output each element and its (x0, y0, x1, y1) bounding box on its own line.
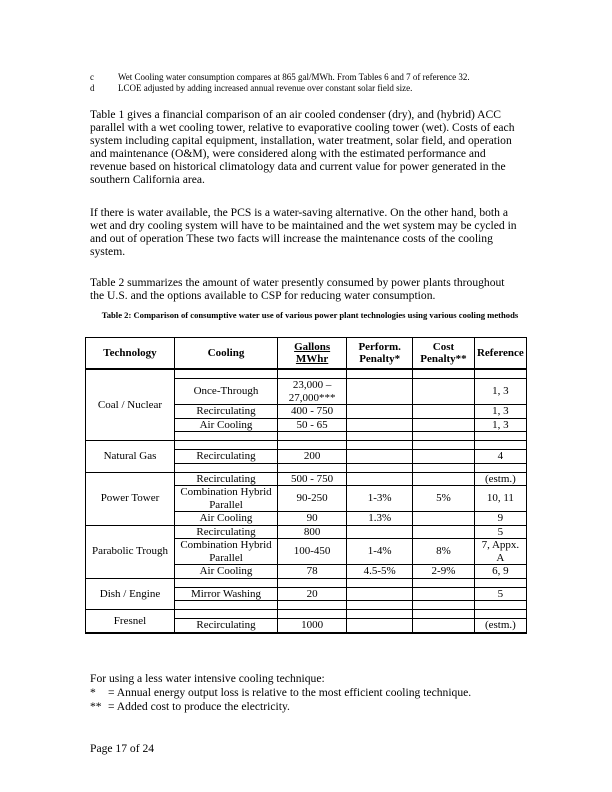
cell-gallons: 500 - 750 (278, 472, 347, 486)
cell-perform: 1-4% (347, 539, 413, 565)
footnotes (90, 72, 470, 94)
table-header-row (86, 338, 527, 370)
cell-cooling: Combination Hybrid Parallel (175, 486, 278, 512)
cell-cooling: Air Cooling (175, 512, 278, 526)
cell-cooling: Combination Hybrid Parallel (175, 539, 278, 565)
cell-perform: 4.5-5% (347, 565, 413, 579)
footnote (90, 72, 470, 83)
cell-gallons: 90 (278, 512, 347, 526)
cell-cooling: Once-Through (175, 379, 278, 405)
cell-perform: 1.3% (347, 512, 413, 526)
cell-cost: 8% (413, 539, 475, 565)
footnote-text: Wet Cooling water consumption compares at 865 gal/MWh. From Tables 6 and 7 of reference 32. (118, 72, 470, 82)
cell-cost (413, 525, 475, 539)
cell-perform: 1-3% (347, 486, 413, 512)
legend-key: ** (90, 700, 102, 713)
cell-reference: 4 (474, 450, 526, 464)
legend-intro: For using a less water intensive cooling technique: (90, 672, 325, 685)
group-name: Fresnel (86, 610, 175, 633)
header-perform: Perform. Penalty* (347, 338, 413, 370)
cell-gallons: 200 (278, 450, 347, 464)
paragraph-table-summary: Table 2 summarizes the amount of water presently consumed by power plants throughout the U.S. and the options available to CSP for reducing water consumption. (90, 276, 505, 302)
group-name: Coal / Nuclear (86, 369, 175, 441)
cell-cost (413, 405, 475, 419)
cell-gallons: 50 - 65 (278, 418, 347, 432)
cell-cost: 5% (413, 486, 475, 512)
group-name: Parabolic Trough (86, 525, 175, 578)
cell-reference: 9 (474, 512, 526, 526)
cell-gallons: 78 (278, 565, 347, 579)
cell-cost (413, 450, 475, 464)
cell-perform (347, 472, 413, 486)
water-use-table (85, 337, 527, 634)
cell-perform (347, 587, 413, 601)
header-cooling: Cooling (175, 338, 278, 370)
table-legend (90, 672, 471, 714)
page-number: Page 17 of 24 (90, 742, 155, 755)
cell-gallons: 90-250 (278, 486, 347, 512)
cell-reference: 1, 3 (474, 405, 526, 419)
table-row (86, 525, 527, 539)
cell-cooling: Recirculating (175, 405, 278, 419)
cell-cooling: Recirculating (175, 525, 278, 539)
cell-gallons: 100-450 (278, 539, 347, 565)
legend-text: = Annual energy output loss is relative to the most efficient cooling technique. (108, 686, 472, 699)
header-reference: Reference (474, 338, 526, 370)
cell-cooling: Recirculating (175, 450, 278, 464)
cell-cooling: Recirculating (175, 472, 278, 486)
cell-cost (413, 587, 475, 601)
cell-perform (347, 619, 413, 633)
cell-perform (347, 525, 413, 539)
legend-key: * (90, 686, 96, 699)
cell-reference: 10, 11 (474, 486, 526, 512)
cell-cooling: Recirculating (175, 619, 278, 633)
cell-cooling: Air Cooling (175, 565, 278, 579)
paragraph-pcs-alternative: If there is water available, the PCS is a water-saving alternative. On the other hand, both a wet and dry cooling system will have to be maintained and the wet system may be cycled in and out of operation These two facts will increase the maintenance costs of the cooling system. (90, 206, 517, 258)
footnote-key: d (90, 83, 95, 93)
cell-perform (347, 379, 413, 405)
cell-cooling: Air Cooling (175, 418, 278, 432)
legend-text: = Added cost to produce the electricity. (108, 700, 290, 713)
cell-reference: 1, 3 (474, 379, 526, 405)
cell-reference: 7, Appx. A (474, 539, 526, 565)
cell-reference: 5 (474, 587, 526, 601)
group-name: Natural Gas (86, 441, 175, 473)
legend-item (90, 700, 471, 714)
cell-cost (413, 472, 475, 486)
cell-reference: (estm.) (474, 619, 526, 633)
cell-cost (413, 512, 475, 526)
cell-reference: 1, 3 (474, 418, 526, 432)
cell-gallons: 1000 (278, 619, 347, 633)
cell-gallons: 400 - 750 (278, 405, 347, 419)
cell-cost (413, 418, 475, 432)
cell-cost (413, 619, 475, 633)
cell-gallons: 800 (278, 525, 347, 539)
footnote-key: c (90, 72, 94, 82)
table-row (86, 472, 527, 486)
header-cost: Cost Penalty** (413, 338, 475, 370)
cell-perform (347, 418, 413, 432)
cell-cost (413, 379, 475, 405)
cell-perform (347, 405, 413, 419)
cell-gallons: 20 (278, 587, 347, 601)
cell-gallons: 23,000 – 27,000*** (278, 379, 347, 405)
table-caption: Table 2: Comparison of consumptive water use of various power plant technologies using various cooling methods (101, 310, 519, 320)
legend-item (90, 686, 471, 700)
group-name: Power Tower (86, 472, 175, 525)
paragraph-financial-comparison: Table 1 gives a financial comparison of an air cooled condenser (dry), and (hybrid) ACC parallel with a wet cooling tower, relative to evaporative cooling tower (wet). Costs of each system including capital equipment, installation, water treatment, solar field, and operation and maintenance (O&M), were considered along with the estimated performance and revenue based on historical climatology data and current value for power generated in the southern California area. (90, 108, 515, 186)
header-technology: Technology (86, 338, 175, 370)
cell-perform (347, 450, 413, 464)
group-name: Dish / Engine (86, 578, 175, 610)
cell-reference: 5 (474, 525, 526, 539)
cell-reference: 6, 9 (474, 565, 526, 579)
cell-cooling: Mirror Washing (175, 587, 278, 601)
cell-reference: (estm.) (474, 472, 526, 486)
footnote-text: LCOE adjusted by adding increased annual revenue over constant solar field size. (118, 83, 413, 93)
cell-cost: 2-9% (413, 565, 475, 579)
footnote (90, 83, 470, 94)
header-gallons: Gallons MWhr (278, 338, 347, 370)
